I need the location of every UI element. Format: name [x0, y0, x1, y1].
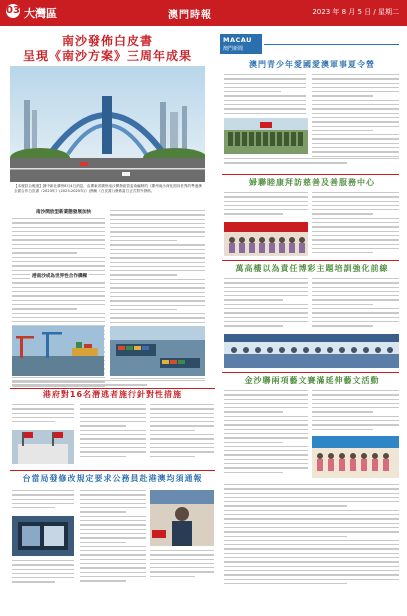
paper-name: 澳門時報: [168, 10, 212, 21]
taiwan-body-col3: [150, 550, 214, 600]
golden-body-bottom: [224, 484, 399, 600]
right-top-rule: [264, 44, 399, 45]
issue-date: 2023 年 8 月 5 日 / 星期二: [312, 8, 399, 16]
lead-photo: [10, 66, 205, 182]
port-photo-left: [12, 326, 104, 376]
hk-body-col2: [80, 404, 146, 466]
golden-sand-headline: 金沙聯兩項藝文賽滿延伸藝文活動: [244, 376, 380, 385]
lead-headline-line2: 呈現《南沙方案》三周年成果: [22, 49, 192, 63]
macau-label-zh: 澳門新聞: [223, 46, 244, 52]
golden-rule: [222, 372, 399, 373]
taiwan-headline: 台當局發修改規定要求公務員赴港澳均須通報: [22, 474, 203, 483]
macau-youth-body-right: [312, 74, 399, 162]
lead-subhead-1: 南沙開放型新業態發展加快: [36, 210, 92, 215]
hk-body-col1: [12, 404, 74, 428]
taiwan-rule: [10, 470, 215, 471]
taiwan-body-col1b: [12, 560, 74, 600]
women-body-right: [312, 192, 399, 258]
hk-headline: 港府對16名潛逃者施行針對性措施: [42, 390, 183, 399]
harbour-body-right: [312, 278, 399, 334]
harbour-headline: 萬高樓以為責任博彩主題培訓強化前線: [235, 264, 389, 273]
lead-body-col3: [12, 380, 205, 388]
hk-body-col3: [150, 404, 214, 466]
lead-headline-line1: 南沙發佈白皮書: [61, 34, 153, 48]
taiwan-body-col2: [80, 490, 146, 600]
macau-label-en: MACAU: [223, 36, 252, 44]
taiwan-photo-right: [150, 490, 214, 546]
women-rule: [222, 174, 399, 175]
camp-photo: [224, 118, 308, 154]
lead-subhead-2: 港南沙成為世界性合作橋樑: [32, 274, 88, 279]
harbour-photo: [224, 334, 399, 368]
section-number: 03: [6, 5, 20, 16]
port-photo-right: [110, 326, 205, 376]
macau-section-label: [220, 34, 262, 54]
section-name: 大灣區: [24, 7, 57, 20]
taiwan-body-col1: [12, 490, 74, 516]
hk-rule: [10, 388, 215, 389]
harbour-body-left: [224, 278, 308, 334]
macau-youth-body-bottom: [224, 158, 399, 172]
masthead-bar: [0, 0, 407, 26]
golden-body-left: [224, 390, 308, 482]
lead-caption: 【本報綜合報道】據中新社廣州8月4日消息，由廣東省廣州南沙開發區管委會編制的《廣州南沙深化面向世界的粵港澳全面合作白皮書（2023年》(2023-2025年)》(簡稱《白皮書》)發佈當日正式對外發佈。: [14, 184, 202, 193]
macau-youth-body-left: [224, 74, 306, 118]
golden-sand-photo: [312, 436, 399, 478]
macau-youth-headline: 澳門青少年愛國愛澳軍事夏令營: [249, 60, 375, 69]
golden-body-right: [312, 390, 399, 434]
women-body-left: [224, 192, 308, 222]
taiwan-photo-left: [12, 516, 74, 556]
hk-photo: [12, 430, 74, 464]
women-photo: [224, 222, 308, 256]
women-headline: 婦聯睦康拜訪慈善及善服務中心: [249, 178, 375, 187]
harbour-rule: [222, 260, 399, 261]
